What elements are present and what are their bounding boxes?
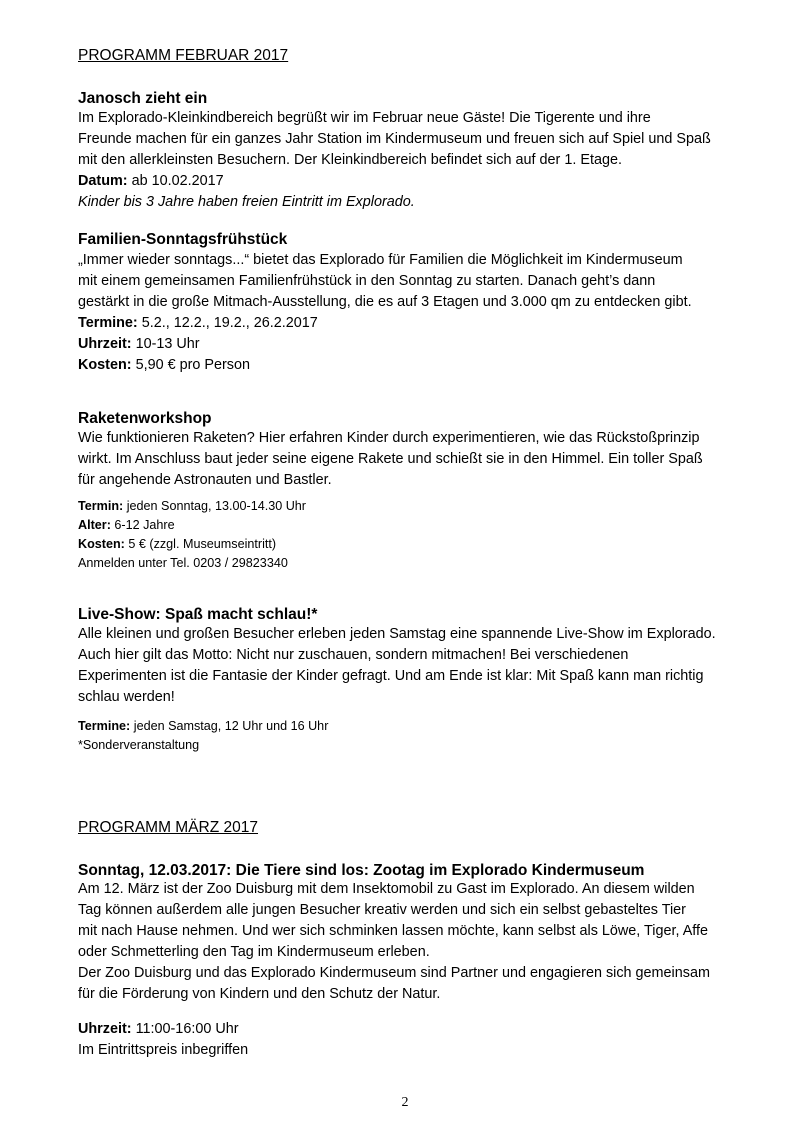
zootag-title: Sonntag, 12.03.2017: Die Tiere sind los: Zootag im Explorado Kindermuseum [78,862,645,879]
uhrzeit-label: Uhrzeit: [78,1021,132,1037]
liveshow-line: Experimenten ist die Fantasie der Kinder gefragt. Und am Ende ist klar: Mit Spaß kann man richtig [78,668,704,684]
termine-label: Termine: [78,315,138,331]
zootag-line: mit nach Hause nehmen. Und wer sich schminken lassen möchte, kann selbst als Löwe, Tiger, Affe [78,923,709,939]
uhrzeit-value: 10-13 Uhr [131,336,200,352]
zootag-line: oder Schmetterling den Tag im Kindermuseum erleben. [78,944,430,960]
termine-value: 5.2., 12.2., 19.2., 26.2.2017 [137,315,318,331]
liveshow-line: schlau werden! [78,689,175,705]
janosch-body [78,108,778,213]
uhrzeit-value: 11:00-16:00 Uhr [131,1021,239,1037]
fruehstueck-body [78,250,778,376]
zootag-uhrzeit [78,1019,778,1040]
janosch-line: Freunde machen für ein ganzes Jahr Station im Kindermuseum und freuen sich auf Spiel und Spaß [78,131,711,147]
kosten-label: Kosten: [78,537,125,551]
zootag-eintritt: Im Eintrittspreis inbegriffen [78,1042,249,1058]
fruehstueck-title: Familien-Sonntagsfrühstück [78,231,288,248]
program-february-heading: PROGRAMM FEBRUAR 2017 [78,47,289,64]
janosch-title: Janosch zieht ein [78,90,208,107]
datum-value: ab 10.02.2017 [127,173,224,189]
raketen-line: für angehende Astronauten und Bastler. [78,472,332,488]
fruehstueck-termine [78,313,778,334]
fruehstueck-line: „Immer wieder sonntags...“ bietet das Explorado für Familien die Möglichkeit im Kindermuseum [78,252,683,268]
kosten-value: 5,90 € pro Person [131,357,250,373]
kosten-value: 5 € (zzgl. Museumseintritt) [124,537,277,551]
janosch-datum [78,171,778,192]
zootag-line: für die Förderung von Kindern und den Schutz der Natur. [78,986,441,1002]
page-number: 2 [401,1095,409,1110]
zootag-line: Am 12. März ist der Zoo Duisburg mit dem Insektomobil zu Gast im Explorado. An diesem wilden [78,881,695,897]
liveshow-footnote: *Sonderveranstaltung [78,738,200,752]
fruehstueck-uhrzeit [78,334,778,355]
termin-label: Termin: [78,499,124,513]
liveshow-details [78,717,778,755]
fruehstueck-line: mit einem gemeinsamen Familienfrühstück in den Sonntag zu starten. Danach geht’s dann [78,273,656,289]
program-march-heading: PROGRAMM MÄRZ 2017 [78,819,259,836]
raketen-details [78,497,778,573]
janosch-line: Im Explorado-Kleinkindbereich begrüßt wir im Februar neue Gäste! Die Tigerente und ihre [78,110,651,126]
janosch-note: Kinder bis 3 Jahre haben freien Eintritt im Explorado. [78,194,415,210]
raketen-body [78,428,778,491]
zootag-details [78,1019,778,1061]
termin-value: jeden Sonntag, 13.00-14.30 Uhr [123,499,306,513]
raketen-kosten [78,535,778,554]
fruehstueck-kosten [78,355,778,376]
raketen-line: wirkt. Im Anschluss baut jeder seine eigene Rakete und schießt sie in den Himmel. Ein toller Spaß [78,451,703,467]
fruehstueck-line: gestärkt in die große Mitmach-Ausstellung, die es auf 3 Etagen und 3.000 qm zu entdecken gibt. [78,294,692,310]
raketen-termin [78,497,778,516]
alter-label: Alter: [78,518,111,532]
zootag-line: Der Zoo Duisburg und das Explorado Kindermuseum sind Partner und engagieren sich gemeinsam [78,965,710,981]
zootag-line: Tag können außerdem alle jungen Besucher kreativ werden und sich ein selbst gebasteltes Tier [78,902,686,918]
alter-value: 6-12 Jahre [110,518,175,532]
datum-label: Datum: [78,173,128,189]
termine-label: Termine: [78,719,131,733]
zootag-body [78,879,778,1005]
raketen-anmelden: Anmelden unter Tel. 0203 / 29823340 [78,556,288,570]
raketen-alter [78,516,778,535]
liveshow-body [78,624,778,708]
janosch-line: mit den allerkleinsten Besuchern. Der Kleinkindbereich befindet sich auf der 1. Etage. [78,152,622,168]
termine-value: jeden Samstag, 12 Uhr und 16 Uhr [130,719,329,733]
raketen-line: Wie funktionieren Raketen? Hier erfahren Kinder durch experimentieren, wie das Rückstoßprinzip [78,430,700,446]
liveshow-line: Alle kleinen und großen Besucher erleben jeden Samstag eine spannende Live-Show im Explorado. [78,626,716,642]
uhrzeit-label: Uhrzeit: [78,336,132,352]
raketen-title: Raketenworkshop [78,410,212,427]
liveshow-termine [78,717,778,736]
kosten-label: Kosten: [78,357,132,373]
liveshow-line: Auch hier gilt das Motto: Nicht nur zuschauen, sondern mitmachen! Bei verschiedenen [78,647,629,663]
liveshow-title: Live-Show: Spaß macht schlau!* [78,606,318,623]
